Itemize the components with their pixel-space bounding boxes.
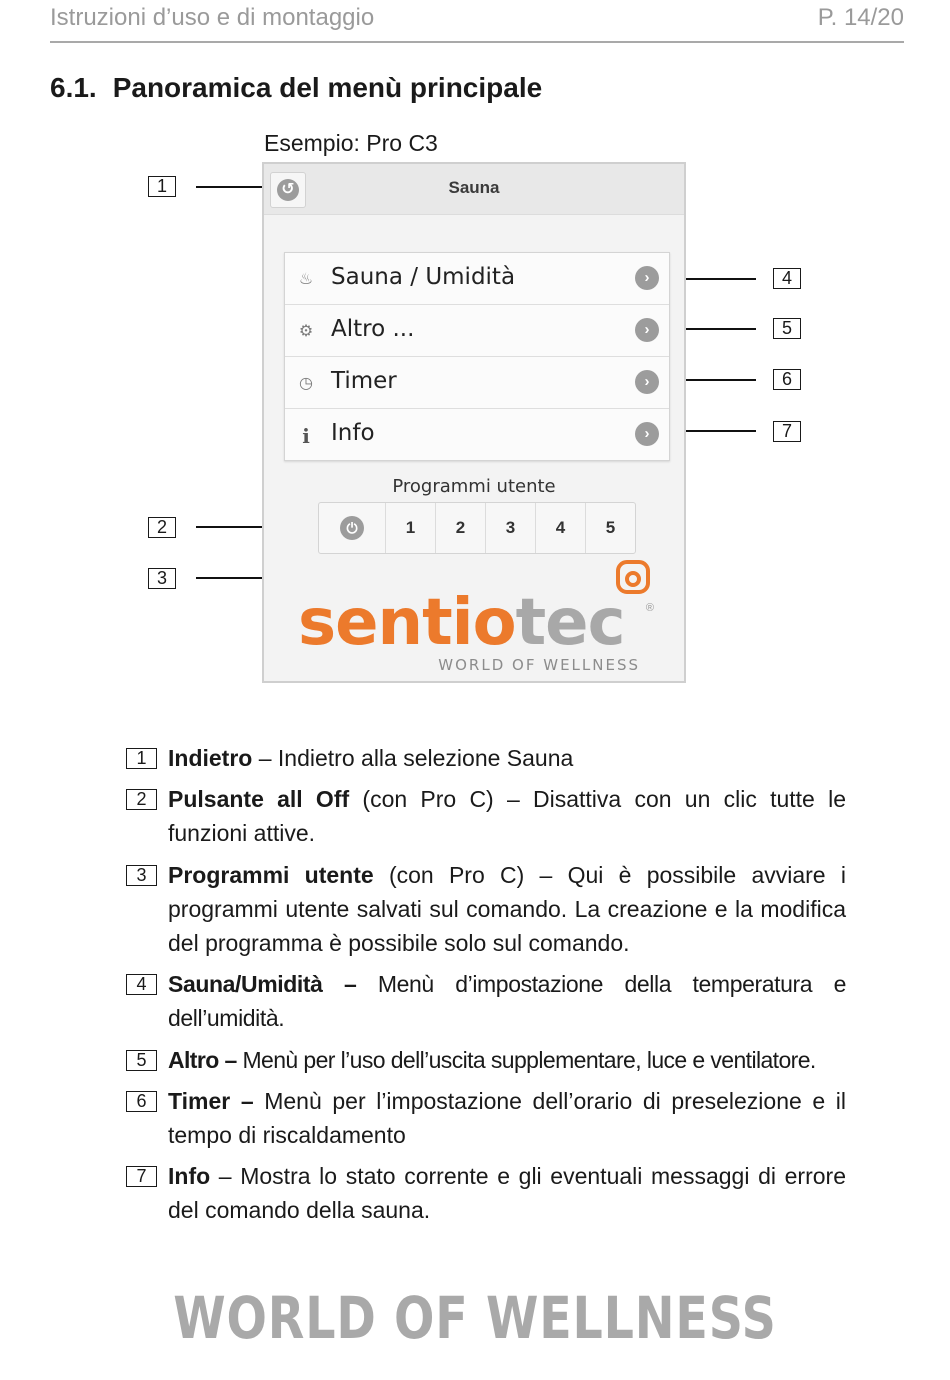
description-term: Programmi utente [168,862,374,888]
device-screen [262,162,686,683]
section-heading [50,72,542,104]
sentiotec-logo [298,586,625,660]
back-arrow-icon: ↺ [277,179,299,201]
description-number: 6 [126,1091,157,1112]
power-icon: ⏻ [340,516,364,540]
user-programs-label: Programmi utente [392,476,556,497]
page-number: P. 14/20 [817,4,904,31]
section-title: Panoramica del menù principale [112,72,543,103]
menu-item-label: Timer [331,368,397,394]
device-title: Sauna [448,178,500,197]
callout-7: 7 [773,421,801,442]
example-caption: Esempio: Pro C3 [264,130,438,156]
description-item [126,1084,846,1152]
description-number: 2 [126,789,157,810]
logo-tagline: WORLD OF WELLNESS [438,656,640,674]
callout-5: 5 [773,318,801,339]
logo-part-2: tec [515,586,625,660]
description-text: Menù per l’uso dell’uscita supplementare, luce e ventilatore. [242,1047,816,1073]
program-3-button[interactable]: 3 [486,503,536,553]
program-4-button[interactable]: 4 [536,503,586,553]
description-separator: (con Pro C) – [349,786,534,812]
description-separator: (con Pro C) – [373,862,568,888]
callout-2: 2 [148,517,176,538]
description-number: 7 [126,1166,157,1187]
description-item [126,1043,846,1077]
sauna-humidity-icon: ♨ [298,271,314,288]
description-number: 4 [126,974,157,995]
description-item [126,967,846,1035]
description-term: Pulsante all Off [168,786,350,812]
description-separator: – [210,1163,241,1189]
user-programs-bar [318,502,636,554]
device-title-bar [264,164,684,215]
callout-1: 1 [148,176,176,197]
chevron-right-icon: › [635,422,659,446]
main-menu [284,252,670,461]
description-term: Altro – [168,1047,237,1073]
chevron-right-icon: › [635,266,659,290]
description-text: Menù per l’impostazione dell’orario di preselezione e il tempo di riscaldamento [168,1088,847,1148]
logo-part-1: sentio [298,586,516,660]
document-title: Istruzioni d’uso e di montaggio [50,4,375,31]
description-number: 3 [126,865,157,886]
description-text: Menù d’impostazione della temperatura e dell’umidità. [168,971,846,1031]
menu-item-label: Altro ... [331,316,415,342]
all-off-button[interactable] [319,503,386,553]
callout-3: 3 [148,568,176,589]
description-term: Timer – [168,1088,254,1114]
description-text: Qui è possibile avviare i programmi utente salvati sul comando. La creazione e la modifica del programma è possibile solo sul comando. [168,862,846,956]
menu-item-timer[interactable] [285,357,669,409]
description-separator: – [252,745,278,771]
description-term: Indietro [168,745,253,771]
description-item [126,858,846,960]
description-item [126,782,846,850]
timer-icon: ◷ [299,375,313,392]
description-item [126,1159,846,1227]
program-2-button[interactable]: 2 [436,503,486,553]
chevron-right-icon: › [635,370,659,394]
program-1-button[interactable]: 1 [386,503,436,553]
program-5-button[interactable]: 5 [605,518,616,537]
description-term: Info [168,1163,211,1189]
description-text: Disattiva con un clic tutte le funzioni attive. [168,786,847,846]
footer-tagline: WORLD OF WELLNESS [173,1284,777,1352]
menu-item-label: Sauna / Umidità [331,264,516,290]
info-icon: i [302,424,310,448]
menu-item-info[interactable] [285,409,669,460]
chevron-right-icon: › [635,318,659,342]
menu-item-extras[interactable] [285,305,669,357]
description-text: Indietro alla selezione Sauna [277,745,574,771]
description-separator [356,971,377,997]
description-text: Mostra lo stato corrente e gli eventuali messaggi di errore del comando della sauna. [168,1163,846,1223]
description-term: Sauna/Umidità – [168,971,357,997]
description-number: 1 [126,748,157,769]
menu-item-label: Info [331,420,375,446]
extras-icon: ⚙ [298,323,314,340]
menu-item-sauna-humidity[interactable] [285,253,669,305]
description-item [126,741,846,775]
callout-6: 6 [773,369,801,390]
section-number: 6.1. [50,72,97,103]
logo-registered-mark: ® [645,602,654,614]
description-separator [254,1088,265,1114]
callout-4: 4 [773,268,801,289]
description-number: 5 [126,1050,157,1071]
header-divider [50,41,904,43]
